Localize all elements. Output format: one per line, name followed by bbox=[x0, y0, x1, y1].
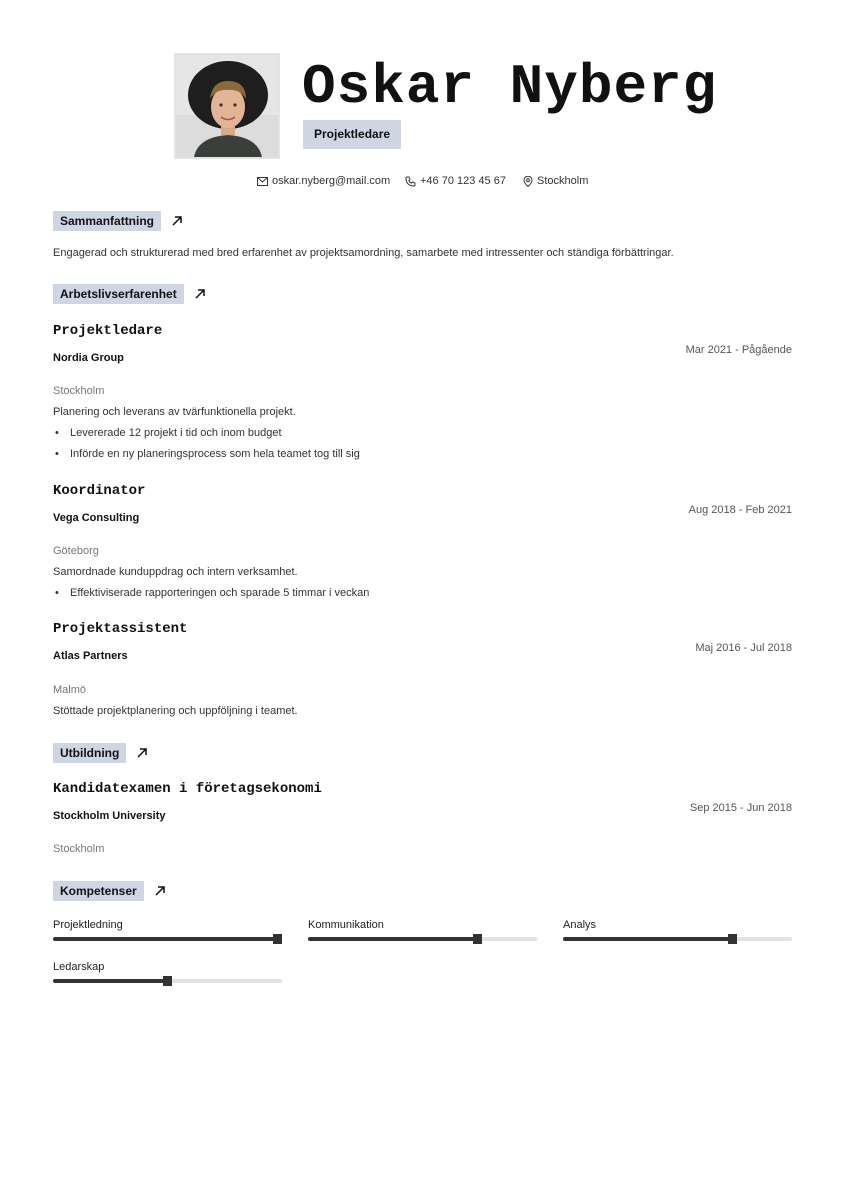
skill-level-bar bbox=[53, 979, 282, 983]
arrow-up-right-icon[interactable] bbox=[194, 288, 206, 300]
arrow-up-right-icon[interactable] bbox=[154, 885, 166, 897]
skill-name: Analys bbox=[563, 919, 597, 931]
summary-text: Engagerad och strukturerad med bred erfarenhet av projektsamordning, samarbete med intressenter och ständiga förbättringar. bbox=[53, 247, 674, 259]
job-company: Vega Consulting bbox=[53, 512, 140, 524]
education-location: Stockholm bbox=[53, 843, 105, 855]
degree-title: Kandidatexamen i företagsekonomi bbox=[53, 781, 322, 797]
email-text: oskar.nyberg@mail.com bbox=[272, 175, 391, 187]
section-skills bbox=[53, 881, 166, 901]
job-bullet: • Effektiviserade rapporteringen och sparade 5 timmar i veckan bbox=[70, 587, 369, 599]
skill-level-fill bbox=[563, 937, 733, 941]
skill-level-marker bbox=[728, 934, 737, 944]
contact-email[interactable] bbox=[257, 172, 390, 190]
job-description: Stöttade projektplanering och uppföljning i teamet. bbox=[53, 705, 298, 717]
job-title: Koordinator bbox=[53, 483, 146, 499]
skill-level-bar bbox=[308, 937, 537, 941]
skill-level-bar bbox=[563, 937, 792, 941]
phone-text: +46 70 123 45 67 bbox=[420, 175, 506, 187]
section-title: Utbildning bbox=[53, 743, 126, 763]
skill-name: Kommunikation bbox=[308, 919, 384, 931]
job-location: Malmö bbox=[53, 684, 87, 696]
skill-level-marker bbox=[273, 934, 282, 944]
skill-level-fill bbox=[53, 979, 168, 983]
job-company: Nordia Group bbox=[53, 352, 124, 364]
job-bullet: • Levererade 12 projekt i tid och inom budget bbox=[70, 427, 282, 439]
job-role-badge: Projektledare bbox=[303, 120, 401, 149]
job-description: Planering och leverans av tvärfunktionella projekt. bbox=[53, 406, 296, 418]
mail-icon bbox=[257, 177, 268, 186]
education-dates: Sep 2015 - Jun 2018 bbox=[689, 802, 792, 814]
section-title: Kompetenser bbox=[53, 881, 144, 901]
city-text: Stockholm bbox=[537, 175, 589, 187]
location-pin-icon bbox=[523, 176, 533, 187]
skill-level-marker bbox=[473, 934, 482, 944]
job-company: Atlas Partners bbox=[53, 650, 128, 662]
section-education bbox=[53, 743, 148, 763]
job-bullet: • Införde en ny planeringsprocess som hela teamet tog till sig bbox=[70, 448, 360, 460]
section-experience bbox=[53, 284, 206, 304]
section-title: Sammanfattning bbox=[53, 211, 161, 231]
skill-item bbox=[308, 919, 537, 961]
skill-item bbox=[53, 919, 282, 961]
phone-icon bbox=[405, 176, 416, 187]
skill-level-bar bbox=[53, 937, 282, 941]
job-dates: Aug 2018 - Feb 2021 bbox=[688, 504, 792, 516]
job-description: Samordnade kunduppdrag och intern verksamhet. bbox=[53, 566, 298, 578]
job-location: Göteborg bbox=[53, 545, 99, 557]
contact-location bbox=[523, 172, 588, 190]
contact-phone[interactable] bbox=[405, 172, 506, 190]
avatar bbox=[176, 55, 278, 157]
skill-item bbox=[563, 919, 792, 961]
school-name: Stockholm University bbox=[53, 810, 166, 822]
candidate-name: Oskar Nyberg bbox=[302, 55, 718, 119]
arrow-up-right-icon[interactable] bbox=[171, 215, 183, 227]
job-dates: Mar 2021 - Pågående bbox=[685, 344, 792, 356]
skill-name: Projektledning bbox=[53, 919, 123, 931]
skill-level-fill bbox=[53, 937, 278, 941]
skill-item bbox=[53, 961, 282, 1003]
job-location: Stockholm bbox=[53, 385, 105, 397]
skill-name: Ledarskap bbox=[53, 961, 105, 973]
profile-photo bbox=[174, 53, 280, 159]
job-dates: Maj 2016 - Jul 2018 bbox=[695, 642, 792, 654]
job-title: Projektassistent bbox=[53, 621, 188, 637]
skill-level-fill bbox=[308, 937, 478, 941]
section-title: Arbetslivserfarenhet bbox=[53, 284, 184, 304]
arrow-up-right-icon[interactable] bbox=[136, 747, 148, 759]
job-title: Projektledare bbox=[53, 323, 163, 339]
section-summary bbox=[53, 211, 183, 231]
skill-level-marker bbox=[163, 976, 172, 986]
